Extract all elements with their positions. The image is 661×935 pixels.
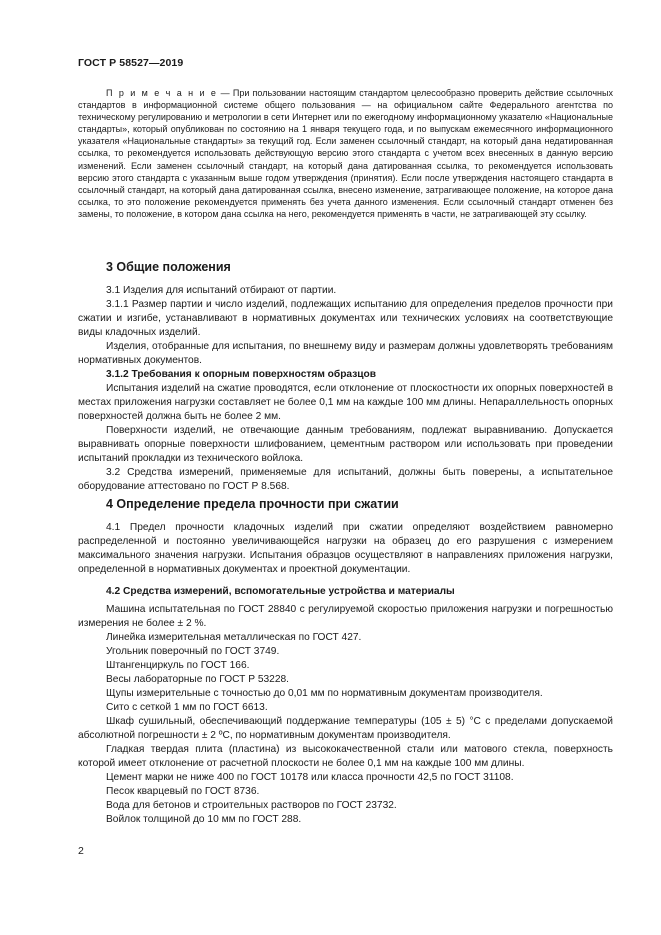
list-item: Шкаф сушильный, обеспечивающий поддержание температуры (105 ± 5) °С с пределами допускаемой абсолютной погрешности ± 2 ºС, по нормативным документам производителя. xyxy=(78,716,613,741)
list-item: Вода для бетонов и строительных растворов по ГОСТ 23732. xyxy=(106,800,397,811)
document-code-header: ГОСТ Р 58527—2019 xyxy=(78,57,184,69)
paragraph-3-2: 3.2 Средства измерений, применяемые для испытаний, должны быть поверены, а испытательное оборудование аттестовано по ГОСТ Р 8.568. xyxy=(78,467,613,492)
section-3-body xyxy=(78,284,613,494)
page-number: 2 xyxy=(78,845,84,857)
paragraph-3-1-1: 3.1.1 Размер партии и число изделий, подлежащих испытанию для определения пределов прочности при сжатии и изгибе, устанавливают в нормативных документах или технических условиях на соответствующие виды кладочных изделий. xyxy=(78,299,613,338)
list-item: Штангенциркуль по ГОСТ 166. xyxy=(106,660,250,671)
list-item: Цемент марки не ниже 400 по ГОСТ 10178 или класса прочности 42,5 по ГОСТ 31108. xyxy=(106,772,514,783)
list-item: Гладкая твердая плита (пластина) из высококачественной стали или матового стекла, поверхность которой имеет отклонение от расчетной плоскости не более 0,1 мм на каждые 100 мм длины. xyxy=(78,744,613,769)
list-item: Войлок толщиной до 10 мм по ГОСТ 288. xyxy=(106,814,302,825)
paragraph-4-1: 4.1 Предел прочности кладочных изделий при сжатии определяют воздействием равномерно распределенной и постоянно увеличивающейся нагрузки на образец до его разрушения с измерением максимального значения нагрузки. Испытания образцов осуществляют в направлениях приложения нагрузки, определенной в нормативных документах и проектной документации. xyxy=(78,522,613,575)
list-item: Песок кварцевый по ГОСТ 8736. xyxy=(106,786,260,797)
note-label: П р и м е ч а н и е xyxy=(106,88,218,98)
list-item: Весы лабораторные по ГОСТ Р 53228. xyxy=(106,674,289,685)
list-item: Щупы измерительные с точностью до 0,01 мм по нормативным документам производителя. xyxy=(106,688,543,699)
subsection-3-1-2-title: 3.1.2 Требования к опорным поверхностям образцов xyxy=(106,369,377,380)
list-item: Угольник поверочный по ГОСТ 3749. xyxy=(106,646,280,657)
reference-note xyxy=(78,87,613,220)
note-text: — При пользовании настоящим стандартом целесообразно проверить действие ссылочных стандартов в информационной системе общего пользования — на официальном сайте Федерального агентства по техническому регулированию и метрологии в сети Интернет или по ежегодному информационному указателю «Национальные стандарты», который опубликован по состоянию на 1 января текущего года, и по выпускам ежемесячного информационного указателя «Национальные стандарты» за текущий год. Если заменен ссылочный стандарт, на который дана недатированная ссылка, то рекомендуется использовать действующую версию этого стандарта с учетом всех внесенных в данную версию изменений. Если заменен ссылочный стандарт, на который дана датированная ссылка, то рекомендуется использовать версию этого стандарта с указанным выше годом утверждения (принятия). Если после утверждения настоящего стандарта в ссылочный стандарт, на который дана датированная ссылка, внесено изменение, затрагивающее положение, на которое дана ссылка, то это положение рекомендуется применять без учета данного изменения. Если ссылочный стандарт отменен без замены, то положение, в котором дана ссылка на него, рекомендуется применять в части, не затрагивающей эту ссылку. xyxy=(78,88,613,219)
list-item: Линейка измерительная металлическая по ГОСТ 427. xyxy=(106,632,362,643)
list-item: Машина испытательная по ГОСТ 28840 с регулируемой скоростью приложения нагрузки и погрешностью измерения не более ± 2 %. xyxy=(78,604,613,629)
section-3-title: 3 Общие положения xyxy=(106,260,231,274)
section-4-title: 4 Определение предела прочности при сжатии xyxy=(106,497,399,511)
paragraph-3-1-2-a: Испытания изделий на сжатие проводятся, если отклонение от плоскостности их опорных поверхностей в местах приложения нагрузки составляет не более 0,1 мм на каждые 100 мм длины. Непараллельность опорных поверхностей должна быть не более 2 мм. xyxy=(78,383,613,422)
subsection-4-2-title: 4.2 Средства измерений, вспомогательные устройства и материалы xyxy=(106,586,455,597)
paragraph-3-1-1-b: Изделия, отобранные для испытания, по внешнему виду и размерам должны удовлетворять требованиям нормативных документов. xyxy=(78,341,613,366)
section-4-body xyxy=(78,521,613,827)
paragraph-3-1-2-b: Поверхности изделий, не отвечающие данным требованиям, подлежат выравниванию. Допускается выравнивать опорные поверхности шлифованием, цементным раствором или использовать при проведении испытаний прокладки из технического войлока. xyxy=(78,425,613,464)
paragraph-3-1: 3.1 Изделия для испытаний отбирают от партии. xyxy=(106,285,337,296)
list-item: Сито с сеткой 1 мм по ГОСТ 6613. xyxy=(106,702,268,713)
